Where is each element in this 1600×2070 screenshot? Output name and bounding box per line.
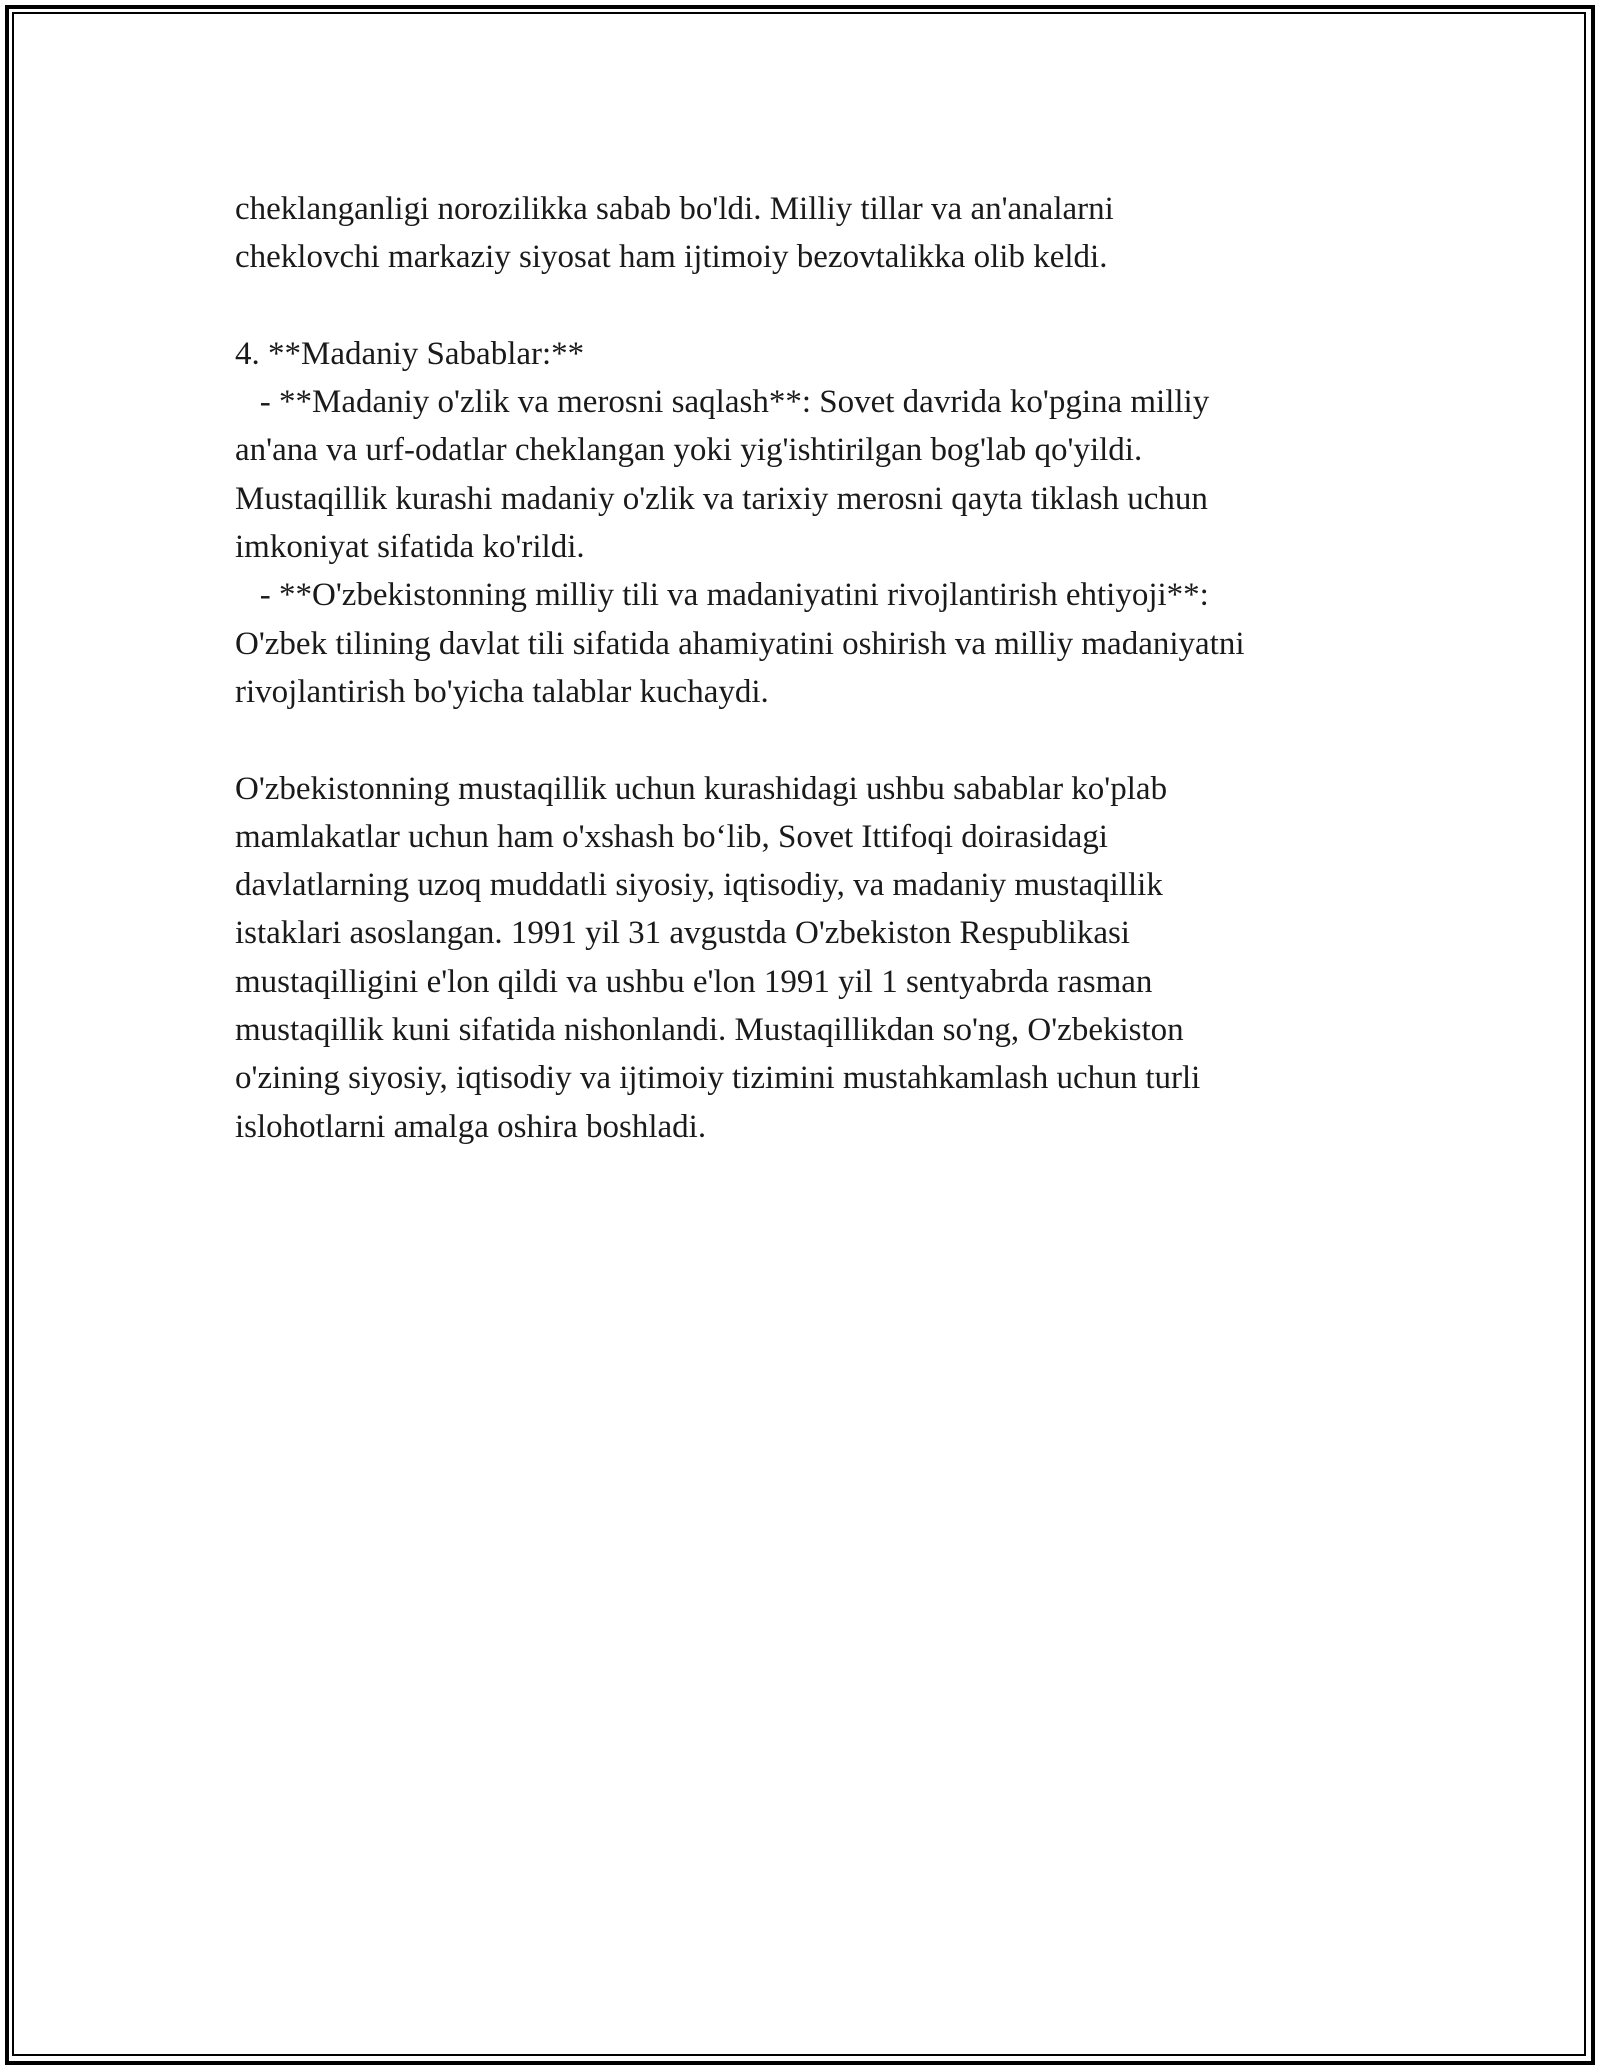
- list-item-line: - **Madaniy o'zlik va merosni saqlash**: Sovet davrida ko'pgina milliy: [235, 384, 1210, 421]
- blank-line: [235, 716, 1385, 764]
- text-line: mamlakatlar uchun ham o'xshash bo‘lib, Sovet Ittifoqi doirasidagi: [235, 818, 1108, 855]
- text-line: O'zbekistonning mustaqillik uchun kurashidagi ushbu sabablar ko'plab: [235, 770, 1168, 807]
- text-line: an'ana va urf-odatlar cheklangan yoki yig'ishtirilgan bog'lab qo'yildi.: [235, 432, 1143, 469]
- text-line: o'zining siyosiy, iqtisodiy va ijtimoiy tizimini mustahkamlash uchun turli: [235, 1060, 1201, 1097]
- document-body: [235, 185, 1385, 1151]
- text-line: cheklanganligi norozilikka sabab bo'ldi. Milliy tillar va an'analarni: [235, 191, 1114, 227]
- text-line: rivojlantirish bo'yicha talablar kuchaydi.: [235, 673, 769, 710]
- text-line: cheklovchi markaziy siyosat ham ijtimoiy bezovtalikka olib keldi.: [235, 239, 1108, 276]
- text-line: mustaqilligini e'lon qildi va ushbu e'lon 1991 yil 1 sentyabrda rasman: [235, 963, 1153, 1000]
- text-line: istaklari asoslangan. 1991 yil 31 avgustda O'zbekiston Respublikasi: [235, 915, 1130, 952]
- text-line: mustaqillik kuni sifatida nishonlandi. Mustaqillikdan so'ng, O'zbekiston: [235, 1012, 1184, 1049]
- text-line: Mustaqillik kurashi madaniy o'zlik va tarixiy merosni qayta tiklash uchun: [235, 480, 1208, 517]
- text-line: imkoniyat sifatida ko'rildi.: [235, 529, 585, 566]
- list-item-line: - **O'zbekistonning milliy tili va madaniyatini rivojlantirish ehtiyoji**:: [235, 577, 1209, 614]
- text-line: O'zbek tilining davlat tili sifatida ahamiyatini oshirish va milliy madaniyatni: [235, 625, 1245, 662]
- text-line: islohotlarni amalga oshira boshladi.: [235, 1108, 707, 1145]
- section-heading: 4. **Madaniy Sabablar:**: [235, 335, 585, 372]
- blank-line: [235, 282, 1385, 330]
- text-line: davlatlarning uzoq muddatli siyosiy, iqtisodiy, va madaniy mustaqillik: [235, 867, 1163, 904]
